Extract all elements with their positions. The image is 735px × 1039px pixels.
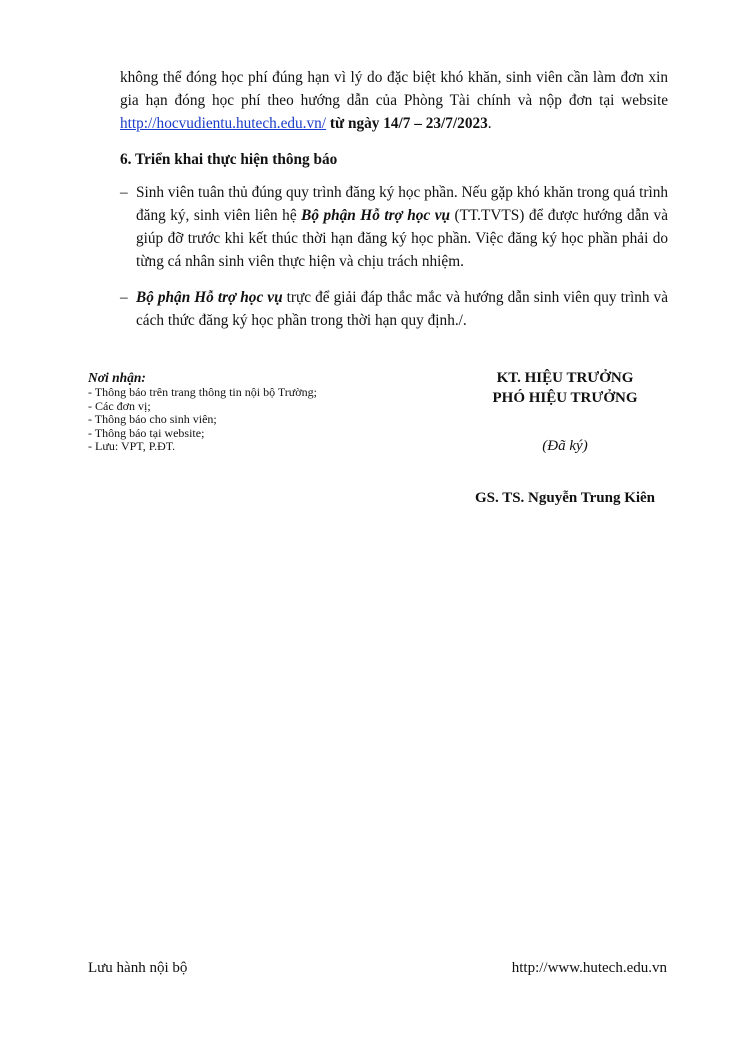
signature-title-block — [460, 368, 670, 408]
footer-website: http://www.hutech.edu.vn — [511, 960, 667, 976]
bullet-dash: – — [120, 184, 128, 201]
footer-internal-note: Lưu hành nội bộ — [88, 960, 188, 976]
support-dept-emphasis: Bộ phận Hỗ trợ học vụ — [136, 289, 283, 306]
bullet-dash: – — [120, 289, 128, 306]
bullet-item: – Bộ phận Hỗ trợ học vụ trực để giải đáp thắc mắc và hướng dẫn sinh viên quy trình và cách thức đăng ký học phần trong thời hạn quy định./. — [120, 286, 668, 332]
signature-line-1: KT. HIỆU TRƯỞNG — [496, 370, 634, 386]
recipients-title: Nơi nhận: — [88, 370, 146, 385]
signature-line-2: PHÓ HIỆU TRƯỞNG — [492, 390, 638, 406]
bullet-item: – Sinh viên tuân thủ đúng quy trình đăng ký học phần. Nếu gặp khó khăn trong quá trình đăng ký, sinh viên liên hệ Bộ phận Hỗ trợ học vụ (TT.TVTS) để được hướng dẫn và giúp đỡ trước khi kết thúc thời hạn đăng ký học phần. Việc đăng ký học phần phải do từng cá nhân sinh viên thực hiện và chịu trách nhiệm. — [120, 181, 668, 273]
recipient-item: - Thông báo cho sinh viên; — [88, 412, 217, 427]
support-dept-emphasis: Bộ phận Hỗ trợ học vụ — [301, 207, 451, 224]
recipient-item: - Các đơn vị; — [88, 398, 151, 413]
recipients-block — [88, 370, 388, 454]
signer-name: GS. TS. Nguyễn Trung Kiên — [474, 490, 656, 506]
hocvudientu-link[interactable]: http://hocvudientu.hutech.edu.vn/ — [120, 115, 327, 132]
recipient-item: - Thông báo trên trang thông tin nội bộ Trường; — [88, 385, 317, 399]
signed-note: (Đã ký) — [542, 438, 588, 454]
date-range: từ ngày 14/7 – 23/7/2023 — [329, 115, 488, 132]
tuition-extension-paragraph: không thể đóng học phí đúng hạn vì lý do đặc biệt khó khăn, sinh viên cần làm đơn xin gia hạn đóng học phí theo hướng dẫn của Phòng Tài chính và nộp đơn tại website http://hocvudientu.hutech.edu.vn/ từ ngày 14/7 – 23/7/2023. — [120, 69, 668, 132]
section-heading: 6. Triển khai thực hiện thông báo — [120, 151, 338, 168]
paragraph-text: không thể đóng học phí đúng hạn vì lý do đặc biệt khó khăn, sinh viên cần làm đơn xin gia hạn đóng học phí theo hướng dẫn của Phòng Tài chính và nộp đơn tại website — [120, 69, 668, 109]
recipient-item: - Thông báo tại website; — [88, 425, 205, 440]
recipient-item: - Lưu: VPT, P.ĐT. — [88, 439, 176, 454]
